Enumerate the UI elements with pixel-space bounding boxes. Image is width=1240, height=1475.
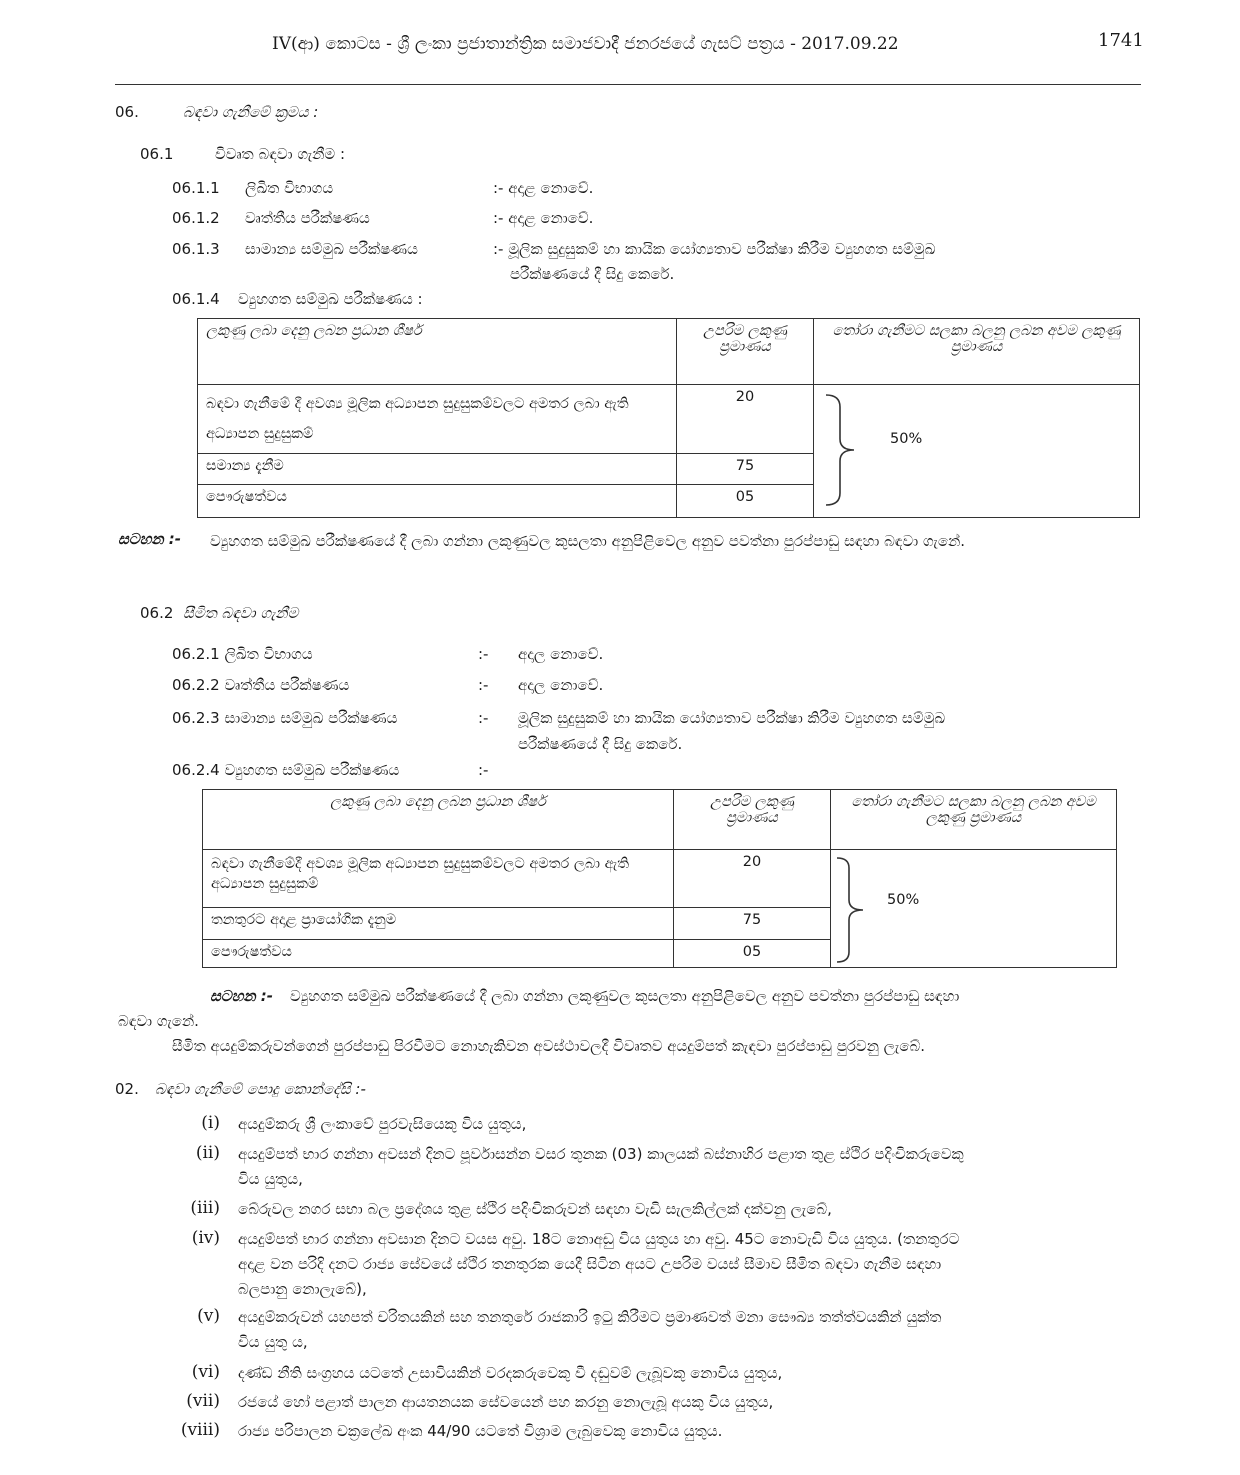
table-cell-criterion: බඳවා ගැනීමේදී අවශ්‍ය මූලික අධ්‍යාපන සුදුසුකම්වලට අමතර ලබා ඇති අධ්‍යාපන සුදුසුකම්: [203, 850, 674, 908]
item-label: ව්‍යුහගත සම්මුඛ පරීක්ෂණය :: [238, 290, 423, 308]
list-item-text: අයදුම්කරු ශ්‍රී ලංකාවේ පුරවැසියෙකු විය යුතුය,: [238, 1115, 527, 1133]
item-number: 06.1.2: [172, 209, 220, 227]
item-value: අදාල නොවේ.: [518, 645, 604, 663]
item-label: 06.2.4 ව්‍යුහගත සම්මුඛ පරීක්ෂණය: [172, 761, 400, 779]
section-title: බඳවා ගැනීමේ පොදු කොන්දේසි :-: [155, 1080, 366, 1098]
item-value: අදාල නොවේ.: [518, 676, 604, 694]
table-cell-min: [831, 850, 1117, 968]
item-value: :- මූලික සුදුසුකම් හා කායික යෝග්‍යතාව පරීක්ෂා කිරීම ව්‍යුහගත සම්මුඛ: [493, 240, 936, 258]
table-cell-criterion: සමාන්‍ය දැනීම: [198, 454, 677, 485]
note-label: සටහන :-: [118, 530, 182, 548]
table-header: ලකුණු ලබා දෙනු ලබන ප්‍රධාන ශීර්ෂ: [203, 790, 674, 850]
table-cell-criterion: පෞරුෂත්වය: [198, 485, 677, 518]
list-item-text: අයදුම්පත් භාර ගන්නා අවසාන දිනට වයස අවු. 18ට නොඅඩු විය යුතුය හා අවු. 45ට නොවැඩි විය යුතුය. (තනතුරට: [238, 1230, 960, 1248]
item-separator: :-: [478, 676, 489, 694]
item-label: 06.2.3 සාමාන්‍ය සම්මුඛ පරීක්ෂණය: [172, 709, 398, 727]
table-cell-max: 05: [674, 940, 831, 968]
item-value-continued: පරීක්ෂණයේ දී සිදු කෙරේ.: [518, 735, 683, 753]
section-number: 02.: [115, 1080, 139, 1098]
subsection-number: 06.2: [140, 604, 174, 622]
table-header: තෝරා ගැනීමට සලකා බලනු ලබන අවම ලකුණු ප්‍රමාණය: [831, 790, 1117, 850]
list-item-text: දණ්ඩ නීති සංග්‍රහය යටතේ උසාවියකින් වරදකරුවෙකු වී දඬුවම් ලැබූවකු නොවිය යුතුය,: [238, 1364, 783, 1382]
table-header: තෝරා ගැනීමට සලකා බලනු ලබන අවම ලකුණු ප්‍රමාණය: [814, 319, 1140, 385]
section-number: 06.: [115, 103, 139, 121]
item-separator: :-: [478, 709, 489, 727]
list-numeral: (ii): [195, 1143, 220, 1163]
table-cell-max: 75: [677, 454, 814, 485]
page-header-title: IV(ආ) කොටස - ශ්‍රී ලංකා ප්‍රජාතාන්ත්‍රික සමාජවාදී ජනරජයේ ගැසට් පත්‍රය - 2017.09.22: [272, 34, 899, 54]
list-item-text: අයදුම්පත් භාර ගන්නා අවසන් දිනට පූර්වාසන්න වසර තුනක (03) කාලයක් බස්නාහිර පළාත තුළ ස්ථිර පදිංචිකරුවෙකු: [238, 1145, 964, 1163]
subsection-number: 06.1: [140, 145, 174, 163]
list-item-text: අයදුම්කරුවන් යහපත් චරිතයකින් සහ තනතුරේ රාජකාරි ඉටු කිරීමට ප්‍රමාණවත් මනා සෞඛ්‍ය තත්ත්වයකින් යුක්ත: [238, 1308, 942, 1326]
list-item-text: විය යුතුය,: [238, 1170, 303, 1188]
item-number: 06.1.3: [172, 240, 220, 258]
section-title: බඳවා ගැනීමේ ක්‍රමය :: [183, 103, 319, 121]
table-cell-max: 20: [674, 850, 831, 908]
table-cell-criterion: බඳවා ගැනීමේ දී අවශ්‍ය මූලික අධ්‍යාපන සුදුසුකම්වලට අමතර ලබා ඇති අධ්‍යාපන සුදුසුකම්: [198, 385, 677, 454]
table-header: උපරිම ලකුණු ප්‍රමාණය: [677, 319, 814, 385]
item-value: :- අදාළ නොවේ.: [493, 179, 594, 197]
list-numeral: (vii): [186, 1391, 220, 1411]
item-number: 06.1.4: [172, 290, 220, 308]
list-numeral: (i): [201, 1113, 220, 1133]
marks-table-open: [197, 318, 1140, 518]
list-numeral: (iii): [190, 1198, 220, 1218]
list-item-text: බේරුවල නගර සභා බල ප්‍රදේශය තුළ ස්ථිර පදිංචිකරුවන් සඳහා වැඩි සැලකිල්ලක් දක්වනු ලැබේ,: [238, 1200, 832, 1218]
list-numeral: (iv): [191, 1228, 220, 1248]
list-item-text: බලපානු නොලැබේ),: [238, 1280, 367, 1298]
item-value-continued: පරීක්ෂණයේ දී සිදු කෙරේ.: [510, 265, 675, 283]
list-item-text: රජයේ හෝ පළාත් පාලන ආයතනයක සේවයෙන් පහ කරනු නොලැබූ අයකු විය යුතුය,: [238, 1393, 774, 1411]
brace-icon: [822, 393, 858, 507]
table-cell-criterion: තනතුරට අදාළ ප්‍රායෝගික දැනුම: [203, 908, 674, 940]
subsection-title: විවෘත බඳවා ගැනීම :: [215, 145, 346, 163]
list-item-text: රාජ්‍ය පරිපාලන චක්‍රලේඛ අංක 44/90 යටතේ විශ්‍රාම ලැබුවෙකු නොවිය යුතුය.: [238, 1422, 723, 1440]
list-numeral: (v): [197, 1306, 220, 1326]
table-header: ලකුණු ලබා දෙනු ලබන ප්‍රධාන ශීර්ෂ: [198, 319, 677, 385]
table-cell-max: 05: [677, 485, 814, 518]
list-numeral: (viii): [180, 1420, 220, 1440]
item-separator: :-: [478, 761, 489, 779]
note-label: සටහන :-: [210, 987, 274, 1005]
note-text: ව්‍යුහගත සම්මුඛ පරීක්ෂණයේ දී ලබා ගන්නා ලකුණුවල කුසලතා අනුපිළිවෙල අනුව පවත්නා පුරප්පාඩු සඳහා බඳවා ගැනේ.: [210, 532, 966, 550]
subsection-title: සීමිත බඳවා ගැනීම: [183, 604, 299, 622]
min-marks-value: 50%: [887, 892, 920, 908]
table-cell-max: 75: [674, 908, 831, 940]
item-label: 06.2.2 වෘත්තීය පරීක්ෂණය: [172, 676, 350, 694]
list-numeral: (vi): [191, 1362, 220, 1382]
item-value: :- අදාළ නොවේ.: [493, 209, 594, 227]
table-cell-criterion: පෞරුෂත්වය: [203, 940, 674, 968]
item-label: ලිඛිත විභාගය: [245, 179, 334, 197]
note-text: ව්‍යුහගත සම්මුඛ පරීක්ෂණයේ දී ලබා ගන්නා ලකුණුවල කුසලතා අනුපිළිවෙල අනුව පවත්නා පුරප්පාඩු සඳහා: [290, 987, 960, 1005]
item-label: 06.2.1 ලිඛිත විභාගය: [172, 645, 313, 663]
list-item-text: විය යුතු ය,: [238, 1333, 308, 1351]
table-cell-min: [814, 385, 1140, 518]
item-label: වෘත්තීය පරීක්ෂණය: [245, 209, 370, 227]
marks-table-limited: [202, 789, 1117, 968]
table-header: උපරිම ලකුණු ප්‍රමාණය: [674, 790, 831, 850]
note-text-continued: බඳවා ගැනේ.: [118, 1012, 199, 1030]
item-separator: :-: [478, 645, 489, 663]
item-label: සාමාන්‍ය සම්මුඛ පරීක්ෂණය: [245, 240, 418, 258]
header-rule: [115, 84, 1141, 85]
list-item-text: අදාළ වන පරිදි දනට රාජ්‍ය සේවයේ ස්ථිර තනතුරක යෙදී සිටින අයට උපරිම වයස් සීමාව සීමිත බඳවා ගැනීම සඳහා: [238, 1255, 942, 1273]
brace-icon: [833, 856, 867, 964]
min-marks-value: 50%: [890, 431, 923, 447]
note-extra: සීමිත අයදුම්කරුවන්ගෙන් පුරප්පාඩු පිරවීමට නොහැකිවන අවස්ථාවලදී විවෘතව අයදුම්පත් කැඳවා පුරප්පාඩු පුරවනු ලැබේ.: [172, 1037, 925, 1055]
item-value: මූලික සුදුසුකම් හා කායික යෝග්‍යතාව පරීක්ෂා කිරීම ව්‍යුහගත සම්මුඛ: [518, 709, 946, 727]
page-number: 1741: [1098, 30, 1144, 51]
item-number: 06.1.1: [172, 179, 220, 197]
table-cell-max: 20: [677, 385, 814, 454]
